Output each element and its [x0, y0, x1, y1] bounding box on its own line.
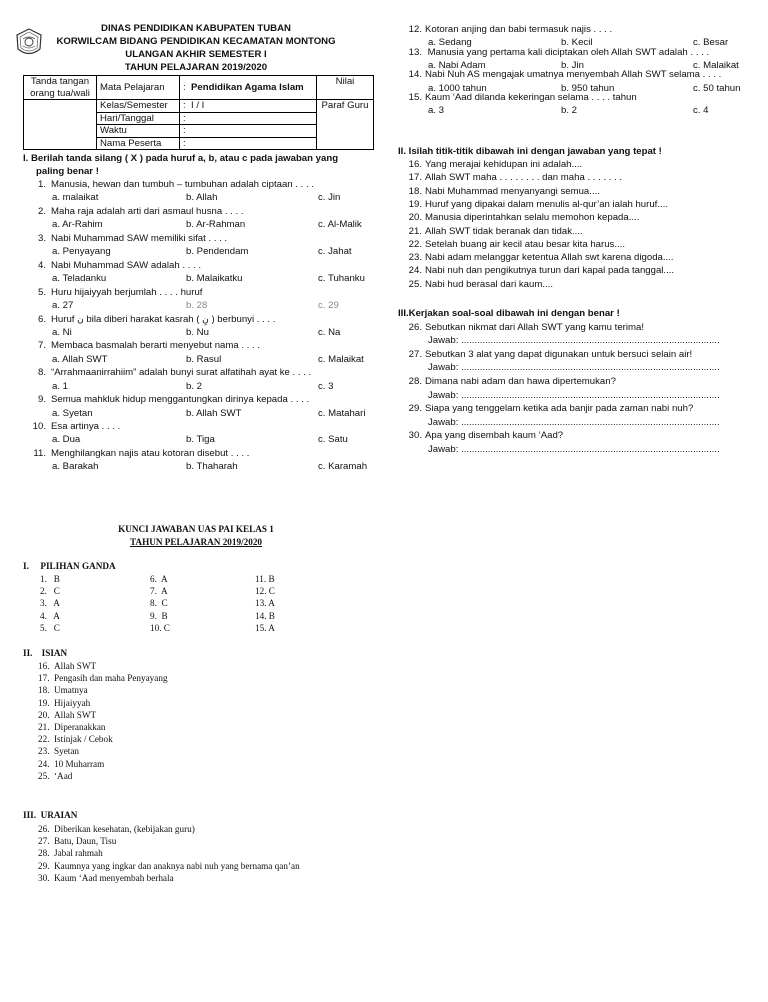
subject-label: Mata Pelajaran [97, 76, 180, 100]
section2-title: II. Isilah titik-titik dibawah ini dengan jawaban yang tepat ! [398, 146, 662, 157]
item-text: Nabi Muhammad menyanyangi semua.... [425, 185, 600, 197]
question-number: 6. [37, 313, 46, 325]
item-text: Allah SWT [54, 661, 97, 671]
date-field[interactable]: : [180, 112, 317, 125]
fill-in-item [406, 251, 674, 264]
option-c: c. Besar [693, 37, 729, 49]
question-stem: Nabi Muhammad SAW adalah . . . . [51, 259, 202, 271]
answer-key-choice: 10. C [150, 622, 170, 633]
fill-in-item [406, 278, 553, 291]
item-text: Sebutkan 3 alat yang dapat digunakan untuk bersuci selain air! [425, 349, 693, 361]
subject-value: Pendidikan Agama Islam [191, 81, 304, 93]
question-text [30, 447, 249, 460]
question-number: 14. [408, 69, 422, 81]
score-label: Nilai [317, 76, 374, 100]
option-b: b. Kecil [561, 37, 593, 49]
header-exam-title: ULANGAN AKHIR SEMESTER I [125, 49, 267, 60]
option-a: a. Penyayang [52, 246, 111, 258]
item-text: Nabi nuh dan pengikutnya turun dari kapal pada tanggal.... [425, 265, 675, 277]
option-a: a. Syetan [52, 407, 93, 419]
option-a: a. malaikat [52, 192, 99, 204]
header-korwilcam: KORWILCAM BIDANG PENDIDIKAN KECAMATAN MONTONG [56, 36, 336, 47]
answer-key-year: TAHUN PELAJARAN 2019/2020 [129, 537, 263, 547]
item-text: ‘Aad [54, 770, 73, 781]
answer-key-choice: 1. B [40, 574, 60, 584]
item-number: 22. [408, 238, 422, 250]
class-value: I / I [191, 100, 205, 111]
question-text [30, 339, 260, 352]
question-stem-part: ) berbunyi . . . . [211, 313, 276, 325]
question-number: 7. [37, 340, 46, 352]
option-c: c. Karamah [318, 461, 368, 473]
question-text [406, 91, 637, 104]
item-text: Huruf yang dipakai dalam menulis al-qur’an ialah huruf.... [425, 198, 668, 210]
student-name-field[interactable]: : [180, 137, 317, 150]
option-a: a. Dua [52, 434, 81, 446]
answer-line[interactable]: Jawab: ................................................................................................. [428, 362, 720, 374]
option-b: b. Nu [186, 326, 209, 338]
question-number: 2. [37, 205, 46, 217]
question-number: 9. [37, 394, 46, 406]
question-stem: Maha raja adalah arti dari asmaul husna . . . . [51, 205, 244, 217]
question-number: 5. [37, 286, 46, 298]
option-a: a. Ni [52, 326, 72, 338]
header-agency: DINAS PENDIDIKAN KABUPATEN TUBAN [101, 23, 291, 34]
item-text: Setelah buang air kecil atau besar kita harus.... [425, 238, 625, 250]
section3-title: III.Kerjakan soal-soal dibawah ini dengan benar ! [398, 308, 620, 319]
question-text [30, 393, 309, 406]
answer-key-choice: 4. A [40, 610, 60, 621]
answer-key-isian-item [38, 745, 79, 757]
option-b: b. 950 tahun [561, 82, 615, 94]
question-text [406, 23, 612, 36]
option-c: c. Jin [318, 192, 341, 204]
arabic-letter-nun-kasrah: نِ [202, 314, 209, 325]
essay-item [406, 429, 563, 442]
item-number: 27. [408, 349, 422, 361]
identity-table: Tanda tangan orang tua/wali Mata Pelajaran : Pendidikan Agama Islam Nilai Kelas/Semester : I / I Paraf Guru Hari/Tanggal : Waktu : Nama Peserta : [23, 75, 374, 150]
item-text: Kaumnya yang ingkar dan anaknya nabi nuh yang bernama qan’an [54, 860, 300, 871]
option-c: c. Al-Malik [318, 219, 362, 231]
option-a: a. 1 [52, 380, 69, 392]
option-c: c. 50 tahun [693, 82, 741, 94]
item-text: Syetan [54, 746, 80, 757]
option-a: a. 3 [428, 105, 445, 117]
answer-line[interactable]: Jawab: ................................................................................................. [428, 416, 720, 428]
question-number: 13. [408, 46, 422, 58]
fill-in-item [406, 238, 625, 251]
item-number: 19. [38, 697, 50, 708]
answer-key-isian-item [38, 660, 96, 672]
question-stem: “Arrahmaanirrahiim” adalah bunyi surat alfatihah ayat ke . . . . [51, 367, 312, 379]
item-number: 17. [408, 172, 422, 184]
item-number: 25. [408, 278, 422, 290]
answer-key-uraian-item [38, 823, 195, 835]
question-stem: Manusia, hewan dan tumbuh – tumbuhan adalah ciptaan . . . . [51, 179, 314, 190]
question-stem: Nabi Nuh AS mengajak umatnya menyembah Allah SWT selama . . . . [425, 69, 722, 81]
option-b: b. Allah [186, 192, 218, 204]
answer-key-choice: 3. A [40, 598, 60, 609]
option-b: b. 28 [186, 299, 208, 311]
option-a: a. 27 [52, 299, 74, 311]
option-c: c. Malaikat [693, 60, 739, 71]
question-stem: Huru hijaiyyah berjumlah . . . . huruf [51, 286, 203, 298]
fill-in-item [406, 225, 583, 238]
arabic-letter-nun: ن [77, 314, 84, 325]
item-text: Allah SWT [54, 709, 97, 720]
option-a: a. Ar-Rahim [52, 219, 103, 231]
item-number: 21. [38, 722, 50, 732]
option-a: a. Sedang [428, 37, 472, 49]
item-number: 29. [38, 860, 50, 871]
option-b: b. Pendendam [186, 246, 249, 258]
item-number: 16. [38, 661, 50, 671]
question-text [30, 259, 201, 272]
answer-key-isian-item [38, 721, 106, 733]
option-c: c. Tuhanku [318, 273, 365, 284]
answer-key-choice: 6. A [150, 574, 168, 584]
item-text: Diberikan kesehatan, (kebijakan guru) [54, 824, 195, 834]
item-text: 10 Muharram [54, 758, 105, 769]
question-number: 1. [37, 179, 46, 190]
question-stem-part: bila diberi harakat kasrah ( [86, 313, 200, 325]
answer-line[interactable]: Jawab: ................................................................................................. [428, 389, 720, 401]
option-c: c. Jahat [318, 246, 352, 258]
question-text [30, 205, 244, 218]
item-text: Diperanakkan [54, 722, 106, 732]
fill-in-item [406, 171, 622, 184]
answer-key-choice: 14. B [255, 610, 275, 621]
parent-signature-label: Tanda tangan orang tua/wali [24, 76, 97, 100]
item-number: 30. [38, 872, 50, 883]
item-number: 25. [38, 770, 50, 781]
question-text [30, 420, 120, 433]
answer-key-choice: 7. A [150, 586, 168, 597]
item-number: 24. [408, 265, 422, 277]
essay-item [406, 375, 616, 388]
item-number: 21. [408, 225, 422, 237]
option-b: b. Ar-Rahman [186, 219, 246, 231]
option-c: c. 4 [693, 105, 709, 117]
item-text: Batu, Daun, Tisu [54, 836, 117, 847]
answer-key-uraian-title: III. URAIAN [23, 810, 78, 820]
item-number: 20. [38, 709, 50, 720]
question-number: 10. [32, 421, 46, 433]
option-b: b. Jin [561, 60, 584, 71]
fill-in-item [406, 264, 674, 277]
question-stem: Menghilangkan najis atau kotoran disebut . . . . [51, 448, 250, 459]
fill-in-item [406, 211, 639, 224]
item-text: Nabi hud berasal dari kaum.... [425, 278, 553, 290]
option-c: c. Matahari [318, 407, 366, 419]
answer-key-isian-item [38, 672, 168, 684]
item-text: Jabal rahmah [54, 848, 103, 859]
parent-signature-box[interactable] [24, 100, 97, 150]
option-c: c. Na [318, 326, 341, 338]
answer-key-choice: 13. A [255, 598, 275, 609]
item-text: Pengasih dan maha Penyayang [54, 673, 168, 684]
question-number: 12. [408, 24, 422, 35]
option-a: a. Nabi Adam [428, 60, 486, 71]
essay-item [406, 402, 693, 415]
question-text [30, 366, 311, 379]
answer-key-choice: 15. A [255, 622, 275, 633]
answer-key-title: KUNCI JAWABAN UAS PAI KELAS 1 [118, 524, 274, 534]
question-stem: Manusia yang pertama kali diciptakan oleh Allah SWT adalah . . . . [425, 46, 710, 58]
fill-in-item [406, 158, 582, 171]
question-stem: Kaum ‘Aad dilanda kekeringan selama . . . . tahun [425, 92, 637, 104]
item-number: 18. [408, 185, 422, 197]
fill-in-item [406, 185, 600, 198]
option-b: b. Malaikatku [186, 273, 243, 284]
question-stem: Esa artinya . . . . [51, 421, 121, 433]
answer-key-choice: 8. C [150, 598, 168, 609]
answer-key-choice: 9. B [150, 610, 168, 621]
question-number: 15. [408, 92, 422, 104]
item-number: 19. [408, 198, 422, 210]
item-text: Dimana nabi adam dan hawa dipertemukan? [425, 376, 616, 388]
item-number: 29. [408, 403, 422, 415]
answer-key-isian-item [38, 697, 90, 709]
option-c: c. 3 [318, 380, 334, 392]
item-number: 28. [38, 848, 50, 859]
item-number: 20. [408, 212, 422, 224]
answer-key-choice: 2. C [40, 586, 60, 597]
item-text: Istinjak / Cebok [54, 734, 113, 745]
answer-key-uraian-item [38, 835, 116, 847]
item-number: 16. [408, 159, 422, 170]
answer-key-uraian-item [38, 847, 103, 859]
date-label: Hari/Tanggal [97, 112, 180, 125]
question-stem-part: Huruf [51, 313, 75, 325]
answer-key-isian-item [38, 709, 96, 721]
item-text: Kaum ‘Aad menyembah berhala [54, 872, 174, 883]
item-text: Siapa yang tenggelam ketika ada banjir pada zaman nabi nuh? [425, 403, 694, 415]
item-number: 23. [408, 252, 422, 264]
answer-key-isian-item [38, 758, 104, 770]
answer-key-pg-title: I. PILIHAN GANDA [23, 561, 116, 571]
answer-key-isian-item [38, 770, 72, 782]
question-number: 11. [33, 448, 46, 459]
essay-item [406, 321, 644, 334]
option-b: b. Tiga [186, 434, 215, 446]
time-field[interactable]: : [180, 125, 317, 138]
question-stem: Kotoran anjing dan babi termasuk najis . . . . [425, 24, 613, 35]
item-text: Manusia diperintahkan selalu memohon kepada.... [425, 212, 640, 224]
question-number: 8. [37, 367, 46, 379]
item-number: 24. [38, 758, 50, 769]
question-text [30, 232, 227, 245]
item-number: 30. [408, 430, 422, 442]
header-year: TAHUN PELAJARAN 2019/2020 [124, 62, 268, 73]
option-b: b. Thaharah [186, 461, 238, 473]
teacher-initial-label: Paraf Guru [317, 100, 374, 150]
student-name-label: Nama Peserta [97, 137, 180, 150]
question-text [406, 68, 721, 81]
section1-title: I. Berilah tanda silang ( X ) pada huruf a, b, atau c pada jawaban yang paling benar ! [23, 153, 339, 177]
answer-key-isian-title: II. ISIAN [23, 648, 68, 658]
question-text [30, 313, 275, 327]
answer-key-choice: 5. C [40, 622, 60, 633]
question-stem: Membaca basmalah berarti menyebut nama . . . . [51, 340, 261, 352]
option-b: b. Rasul [186, 353, 222, 365]
question-text [30, 286, 202, 299]
item-number: 23. [38, 746, 50, 757]
fill-in-item [406, 198, 668, 211]
time-label: Waktu [97, 125, 180, 138]
question-stem: Semua mahkluk hidup menggantungkan dirinya kepada . . . . [51, 394, 310, 406]
item-text: Sebutkan nikmat dari Allah SWT yang kamu terima! [425, 322, 644, 333]
item-number: 18. [38, 685, 50, 696]
question-text [30, 178, 314, 191]
item-text: Nabi adam melanggar ketentua Allah swt karena digoda.... [425, 252, 674, 264]
option-b: b. 2 [561, 105, 578, 117]
item-text: Umatnya [54, 685, 88, 696]
option-a: a. Allah SWT [52, 353, 108, 365]
answer-line[interactable]: Jawab: ................................................................................................. [428, 335, 720, 347]
question-stem: Nabi Muhammad SAW memiliki sifat . . . . [51, 232, 228, 244]
item-number: 17. [38, 673, 50, 684]
option-c: c. 29 [318, 299, 339, 311]
answer-key-uraian-item [38, 860, 300, 872]
item-text: Allah SWT maha . . . . . . . . dan maha . . . . . . . [425, 172, 623, 184]
answer-key-isian-item [38, 733, 113, 745]
item-text: Hijaiyyah [54, 697, 91, 708]
option-a: a. Barakah [52, 461, 99, 473]
question-number: 3. [37, 232, 46, 244]
item-number: 28. [408, 376, 422, 388]
option-b: b. Allah SWT [186, 407, 242, 419]
option-c: c. Satu [318, 434, 348, 446]
answer-key-isian-item [38, 684, 88, 696]
answer-key-uraian-item [38, 872, 174, 884]
item-text: Allah SWT tidak beranak dan tidak.... [425, 225, 583, 237]
item-number: 22. [38, 734, 50, 745]
answer-key-choice: 12. C [255, 586, 275, 597]
option-a: a. 1000 tahun [428, 82, 487, 94]
option-b: b. 2 [186, 380, 203, 392]
class-label: Kelas/Semester [97, 100, 180, 113]
question-text [406, 46, 709, 59]
option-c: c. Malaikat [318, 353, 364, 365]
question-number: 4. [37, 259, 46, 271]
item-number: 27. [38, 836, 50, 847]
item-number: 26. [38, 824, 50, 834]
answer-key-choice: 11. B [255, 574, 275, 584]
essay-item [406, 348, 692, 361]
item-text: Apa yang disembah kaum ‘Aad? [425, 430, 564, 442]
item-text: Yang merajai kehidupan ini adalah.... [425, 159, 583, 170]
option-a: a. Teladanku [52, 273, 107, 284]
answer-line[interactable]: Jawab: ................................................................................................. [428, 443, 720, 455]
item-number: 26. [408, 322, 422, 333]
